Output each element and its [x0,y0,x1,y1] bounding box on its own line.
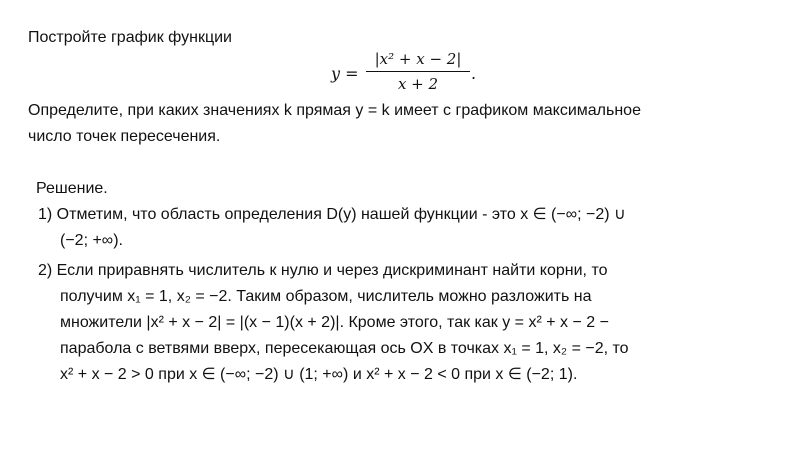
solution-item-2-line-2: получим x₁ = 1, x₂ = −2. Таким образом, числитель можно разложить на [60,288,592,305]
solution-heading: Решение. [36,180,108,197]
problem-line-1: Постройте график функции [28,29,232,46]
solution-item-2-line-1: 2) Если приравнять числитель к нулю и через дискриминант найти корни, то [38,262,608,279]
formula-numerator: |x² + x − 2| [374,50,462,68]
solution-item-1-line-1: 1) Отметим, что область определения D(y) нашей функции - это x ∈ (−∞; −2) ∪ [38,206,626,223]
solution-item-2-line-5: x² + x − 2 > 0 при x ∈ (−∞; −2) ∪ (1; +∞) и x² + x − 2 < 0 при x ∈ (−2; 1). [60,366,578,383]
solution-item-2-line-3: множители |x² + x − 2| = |(x − 1)(x + 2)|. Кроме этого, так как y = x² + x − 2 − [60,314,609,331]
solution-item-1-line-2: (−2; +∞). [60,232,123,249]
formula-denominator: x + 2 [397,75,439,93]
solution-item-2-line-4: парабола с ветвями вверх, пересекающая ось OX в точках x₁ = 1, x₂ = −2, то [60,340,629,357]
problem-line-4: число точек пересечения. [28,128,221,145]
formula-lhs: y = [331,64,359,83]
problem-line-3: Определите, при каких значениях k прямая y = k имеет с графиком максимальное [28,102,641,119]
formula-dot: . [471,64,477,83]
formula-fraction [366,50,470,93]
